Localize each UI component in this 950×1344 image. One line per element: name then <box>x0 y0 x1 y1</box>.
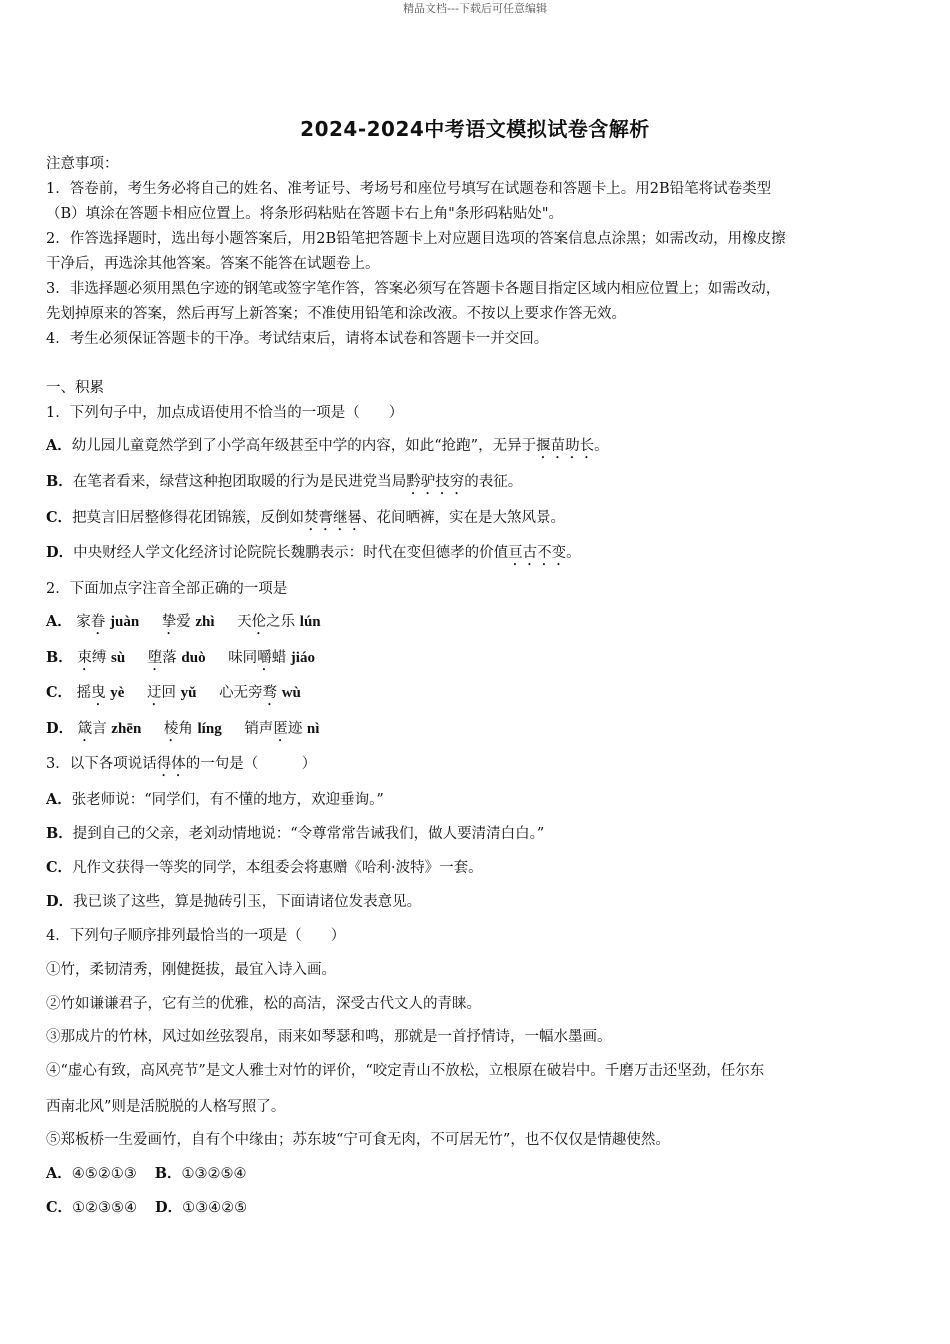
option-label: C． <box>46 509 73 526</box>
option-label: C． <box>46 1199 73 1216</box>
dotted-char: 堕 <box>147 650 163 666</box>
dotted-char: 束 <box>77 650 92 666</box>
q2-option-c <box>46 681 301 709</box>
option-label: A． <box>46 1165 72 1182</box>
q3-option-b <box>46 822 544 843</box>
option-text: 幼儿园儿童竟然学到了小学高年级甚至中学的内容，如此“抢跑”，无异于 <box>71 438 537 454</box>
q1-stem: 1．下列句子中，加点成语使用不恰当的一项是（ ） <box>46 405 404 421</box>
q3-stem <box>46 752 316 780</box>
dotted-char: 挚 <box>161 614 177 630</box>
q4-stem: 4．下列句子顺序排列最恰当的一项是（ ） <box>46 928 346 944</box>
option-text: 张老师说：“同学们，有不懂的地方，欢迎垂询。” <box>71 792 384 808</box>
option-label: B． <box>46 825 73 842</box>
word-part: 落 <box>162 650 177 666</box>
word-part: 销声 <box>244 721 274 737</box>
pinyin: duò <box>181 650 206 666</box>
pinyin: zhēn <box>111 721 142 737</box>
notice-item-1: 1．答卷前，考生务必将自己的姓名、准考证号、考场号和座位号填写在试题卷和答题卡上。用2B铅笔将试卷类型 <box>46 181 772 197</box>
notice-item-3-cont: 先划掉原来的答案，然后再写上新答案；不准使用铅笔和涂改液。不按以上要求作答无效。 <box>46 306 626 322</box>
option-label: C． <box>46 859 73 876</box>
q1-option-a <box>46 434 609 462</box>
q4-sentence-4-cont: 西南北风”则是活脱脱的人格写照了。 <box>46 1099 286 1115</box>
option-label: D． <box>155 1199 183 1216</box>
dotted-word: 得体 <box>156 756 186 772</box>
q4-sentence-2: ②竹如谦谦君子，它有兰的优雅，松的高洁，深受古代文人的青睐。 <box>46 996 481 1012</box>
pinyin: jiáo <box>290 650 315 666</box>
dotted-char: 伦 <box>251 614 267 630</box>
notice-item-2-cont: 干净后，再选涂其他答案。答案不能答在试题卷上。 <box>46 256 380 272</box>
dotted-char: 棱 <box>163 721 179 737</box>
notice-item-1-cont: （B）填涂在答题卡相应位置上。将条形码粘贴在答题卡右上角"条形码粘贴处"。 <box>46 206 563 222</box>
option-text: 中央财经人学文化经济讨论院院长魏鹏表示：时代在变但德孝的价值 <box>73 545 509 561</box>
dotted-char: 匿 <box>273 721 288 737</box>
pinyin: yè <box>110 685 125 701</box>
option-text: ①③④②⑤ <box>182 1200 248 1216</box>
dotted-char: 迂 <box>147 685 162 701</box>
word-part: 摇 <box>76 685 92 701</box>
dotted-idiom: 黔驴技穷 <box>406 474 465 490</box>
pinyin: lún <box>299 614 321 630</box>
pinyin: líng <box>197 721 222 737</box>
q3-option-c <box>46 856 483 877</box>
option-label: B． <box>154 1165 182 1182</box>
option-label: A． <box>46 437 72 454</box>
option-label: D． <box>46 544 74 561</box>
word-part: 心无旁 <box>219 685 263 701</box>
option-text: 凡作文获得一等奖的同学，本组委会将惠赠《哈利·波特》一套。 <box>72 860 483 876</box>
dotted-char: 箴 <box>77 721 93 737</box>
pinyin: sù <box>110 650 126 666</box>
q3-option-a <box>46 788 384 809</box>
stem-text-end: 的一句是（ ） <box>185 756 317 772</box>
q4-sentence-4: ④“虚心有致，高风亮节”是文人雅士对竹的评价，“咬定青山不放松，立根原在破岩中。千磨万击还坚劲，任尔东 <box>46 1063 765 1079</box>
word-part: 蜡 <box>271 650 287 666</box>
pinyin: yǔ <box>180 685 197 701</box>
word-part: 角 <box>178 721 193 737</box>
option-text-end: 。 <box>566 545 581 561</box>
option-text-end: 、花间晒裤，实在是大煞风景。 <box>362 510 566 526</box>
notice-item-2: 2．作答选择题时，选出每小题答案后，用2B铅笔把答题卡上对应题目选项的答案信息点涂黑；如需改动，用橡皮擦 <box>46 231 786 247</box>
dotted-char: 骛 <box>262 685 278 701</box>
word-part: 迹 <box>287 721 303 737</box>
q4-sentence-5: ⑤郑板桥一生爱画竹，自有个中缘由；苏东坡“宁可食无肉，不可居无竹”，也不仅仅是情趣使然。 <box>46 1132 670 1148</box>
q2-option-b <box>46 646 315 674</box>
option-text: 提到自己的父亲，老刘动情地说：“令尊常常告诫我们，做人要清清白白。” <box>72 826 545 842</box>
option-text: ①②③⑤④ <box>72 1200 138 1216</box>
q1-option-c <box>46 506 565 534</box>
option-text: ④⑤②①③ <box>71 1166 137 1182</box>
dotted-char: 眷 <box>90 614 106 630</box>
q4-sentence-1: ①竹，柔韧清秀，刚健挺拔，最宜入诗入画。 <box>46 962 336 978</box>
word-part: 言 <box>92 721 107 737</box>
q4-options-ab <box>46 1162 247 1183</box>
pinyin: wù <box>281 685 301 701</box>
option-text: 我已谈了这些，算是抛砖引玉，下面请诸位发表意见。 <box>73 894 422 910</box>
q4-options-cd <box>46 1196 247 1217</box>
option-text: 在笔者看来，绿营这种抱团取暖的行为是民进党当局 <box>72 474 407 490</box>
q4-sentence-3: ③那成片的竹林，风过如丝弦裂帛，雨来如琴瑟和鸣，那就是一首抒情诗，一幅水墨画。 <box>46 1029 612 1045</box>
q3-option-d <box>46 890 421 911</box>
notice-item-4: 4．考生必须保证答题卡的干净。考试结束后，请将本试卷和答题卡一并交回。 <box>46 331 549 347</box>
dotted-char: 曳 <box>91 685 106 701</box>
option-text: ①③②⑤④ <box>181 1166 247 1182</box>
option-text: 把莫言旧居整修得花团锦簇，反倒如 <box>72 510 305 526</box>
option-label: D． <box>46 893 74 910</box>
q2-option-a <box>46 610 321 638</box>
word-part: 爱 <box>176 614 191 630</box>
option-label: B． <box>46 649 73 666</box>
dotted-char: 嚼 <box>257 650 272 666</box>
page-title: 2024-2024中考语文模拟试卷含解析 <box>300 117 650 141</box>
option-text-end: 。 <box>594 438 609 454</box>
option-label: A． <box>46 613 72 630</box>
pinyin: juàn <box>109 614 140 630</box>
q2-stem: 2．下面加点字注音全部正确的一项是 <box>46 581 288 597</box>
header-watermark: 精品文档---下载后可任意编辑 <box>403 2 547 15</box>
word-part: 之乐 <box>266 614 296 630</box>
stem-text: 3．以下各项说话 <box>46 756 157 772</box>
option-label: D． <box>46 720 74 737</box>
pinyin: nì <box>306 721 320 737</box>
word-part: 味同 <box>228 650 258 666</box>
dotted-idiom: 揠苗助长 <box>536 438 595 454</box>
option-text-end: 的表征。 <box>464 474 523 490</box>
dotted-idiom: 焚膏继晷 <box>304 510 363 526</box>
q2-option-d <box>46 717 319 745</box>
word-part: 缚 <box>91 650 107 666</box>
word-part: 回 <box>161 685 177 701</box>
dotted-idiom: 亘古不变 <box>508 545 567 561</box>
word-part: 家 <box>76 614 91 630</box>
notice-item-3: 3．非选择题必须用黑色字迹的钢笔或签字笔作答，答案必须写在答题卡各题目指定区域内相应位置上；如需改动， <box>46 281 781 297</box>
notice-heading: 注意事项： <box>46 156 119 172</box>
word-part: 天 <box>237 614 252 630</box>
q1-option-d <box>46 541 581 569</box>
option-label: A． <box>46 791 72 808</box>
q1-option-b <box>46 470 522 498</box>
option-label: C． <box>46 684 73 701</box>
section-heading: 一、积累 <box>46 380 104 396</box>
pinyin: zhì <box>195 614 215 630</box>
option-label: B． <box>46 473 73 490</box>
notice-block <box>46 152 906 352</box>
